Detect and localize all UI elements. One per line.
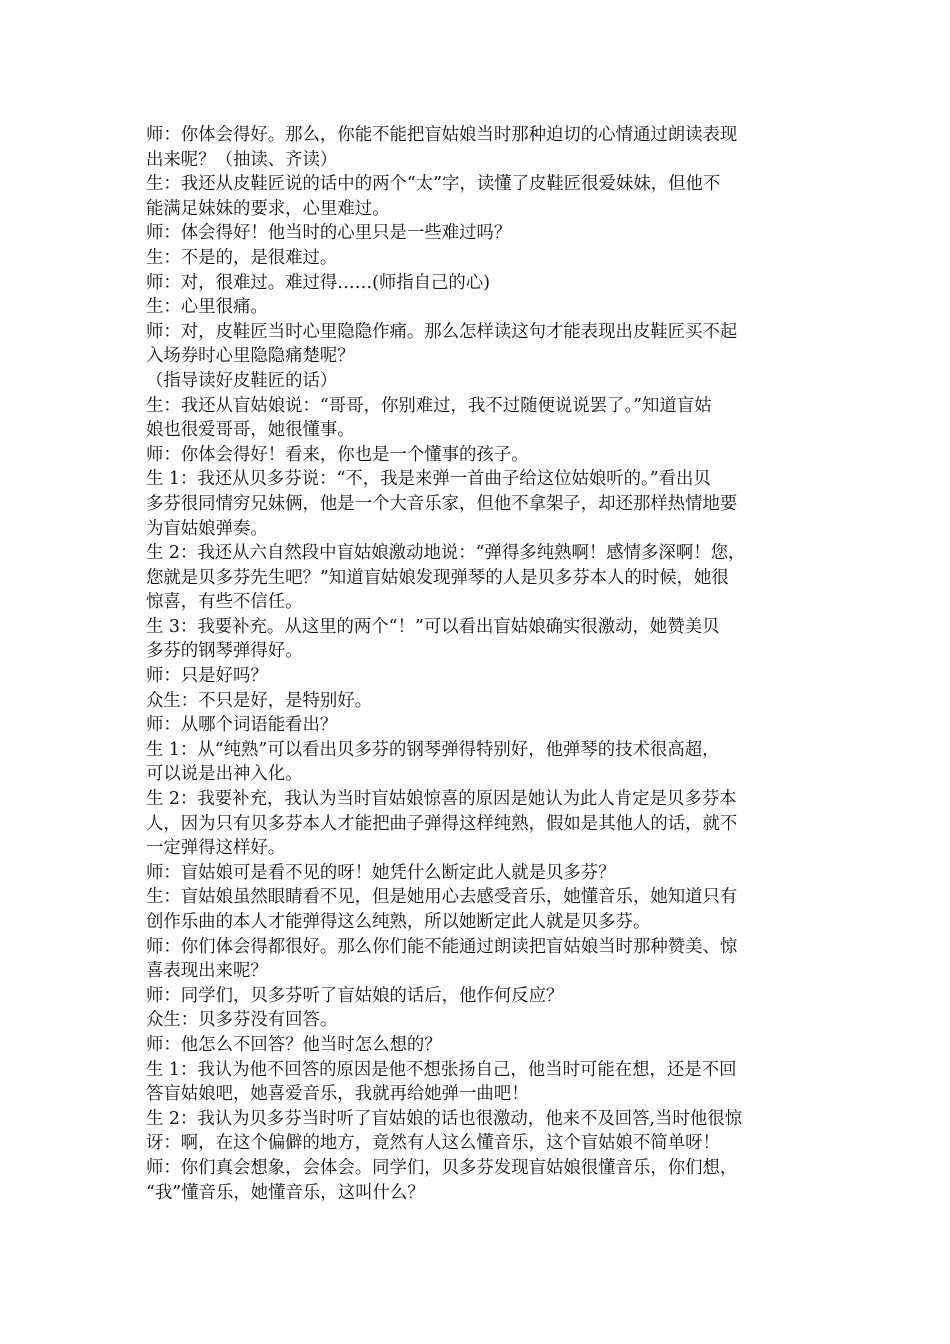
- text-line: 讶：啊，在这个偏僻的地方，竟然有人这么懂音乐，这个盲姑娘不简单呀！: [146, 1133, 720, 1154]
- text-line: 惊喜，有些不信任。: [146, 592, 303, 613]
- text-line: （指导读好皮鞋匠的话）: [146, 370, 338, 391]
- text-line: 师：对，皮鞋匠当时心里隐隐作痛。那么怎样读这句才能表现出皮鞋匠买不起: [146, 321, 738, 342]
- text-line: 师：只是好吗？: [146, 666, 268, 687]
- text-line: 生 1：我认为他不回答的原因是他不想张扬自己，他当时可能在想，还是不回: [146, 1059, 737, 1080]
- text-line: 一定弹得这样好。: [146, 838, 286, 859]
- document-body: [146, 123, 814, 1205]
- text-line: 生 3：我要补充。从这里的两个“！”可以看出盲姑娘确实很激动，她赞美贝: [146, 616, 720, 637]
- text-line: 众生：贝多芬没有回答。: [146, 1010, 338, 1031]
- text-line: 生：盲姑娘虽然眼睛看不见，但是她用心去感受音乐，她懂音乐，她知道只有: [146, 887, 738, 908]
- text-line: 师：从哪个词语能看出？: [146, 715, 338, 736]
- text-line: 答盲姑娘吧，她喜爱音乐，我就再给她弹一曲吧！: [146, 1084, 529, 1105]
- text-line: 娘也很爱哥哥，她很懂事。: [146, 420, 355, 441]
- text-line: 生 1：从“纯熟”可以看出贝多芬的钢琴弹得特别好，他弹琴的技术很高超，: [146, 739, 720, 760]
- text-line: 能满足妹妹的要求，心里难过。: [146, 198, 390, 219]
- text-line: 师：你们真会想象，会体会。同学们，贝多芬发现盲姑娘很懂音乐，你们想，: [146, 1157, 738, 1178]
- text-line: 师：同学们，贝多芬听了盲姑娘的话后，他作何反应？: [146, 985, 564, 1006]
- text-line: 为盲姑娘弹奏。: [146, 518, 268, 539]
- text-line: 创作乐曲的本人才能弹得这么纯熟，所以她断定此人就是贝多芬。: [146, 912, 651, 932]
- text-line: 师：你体会得好。那么，你能不能把盲姑娘当时那种迫切的心情通过朗读表现: [146, 125, 738, 145]
- text-line: 众生：不只是好，是特别好。: [146, 690, 373, 711]
- text-line: 人，因为只有贝多芬本人才能把曲子弹得这样纯熟，假如是其他人的话，就不: [146, 813, 738, 834]
- text-line: 生 2：我还从六自然段中盲姑娘激动地说：“弹得多纯熟啊！感情多深啊！您，: [146, 543, 746, 564]
- text-line: 师：你们体会得都很好。那么你们能不能通过朗读把盲姑娘当时那种赞美、惊: [146, 936, 738, 957]
- text-line: 多芬很同情穷兄妹俩，他是一个大音乐家，但他不拿架子，却还那样热情地要: [146, 493, 738, 514]
- text-line: 生 1：我还从贝多芬说：“不，我是来弹一首曲子给这位姑娘听的。”看出贝: [146, 469, 711, 490]
- text-line: 可以说是出神入化。: [146, 764, 303, 785]
- text-line: 入场券时心里隐隐痛楚呢？: [146, 346, 355, 367]
- text-line: “我”懂音乐，她懂音乐，这叫什么？: [146, 1182, 425, 1203]
- text-line: 师：对，很难过。难过得……(师指自己的心): [146, 272, 490, 293]
- text-line: 师：体会得好！他当时的心里只是一些难过吗？: [146, 223, 512, 244]
- text-line: 师：你体会得好！看来，你也是一个懂事的孩子。: [146, 444, 529, 465]
- text-line: 生：我还从皮鞋匠说的话中的两个“太”字，读懂了皮鞋匠很爱妹妹，但他不: [146, 174, 721, 195]
- text-line: 生：心里很痛。: [146, 297, 268, 318]
- text-line: 您就是贝多芬先生吧？”知道盲姑娘发现弹琴的人是贝多芬本人的时候，她很: [146, 567, 729, 588]
- text-line: 出来呢？（抽读、齐读）: [146, 149, 338, 170]
- text-line: 师：他怎么不回答？他当时怎么想的？: [146, 1034, 442, 1055]
- text-line: 生 2：我认为贝多芬当时听了盲姑娘的话也很激动，他来不及回答,当时他很惊: [146, 1108, 743, 1129]
- text-line: 生：不是的，是很难过。: [146, 247, 338, 268]
- text-line: 生 2：我要补充，我认为当时盲姑娘惊喜的原因是她认为此人肯定是贝多芬本: [146, 789, 737, 810]
- text-line: 生：我还从盲姑娘说：“哥哥，你别难过，我不过随便说说罢了。”知道盲姑: [146, 395, 712, 416]
- text-line: 喜表现出来呢？: [146, 961, 268, 982]
- text-line: 多芬的钢琴弹得好。: [146, 641, 303, 662]
- text-line: 师：盲姑娘可是看不见的呀！她凭什么断定此人就是贝多芬？: [146, 862, 616, 883]
